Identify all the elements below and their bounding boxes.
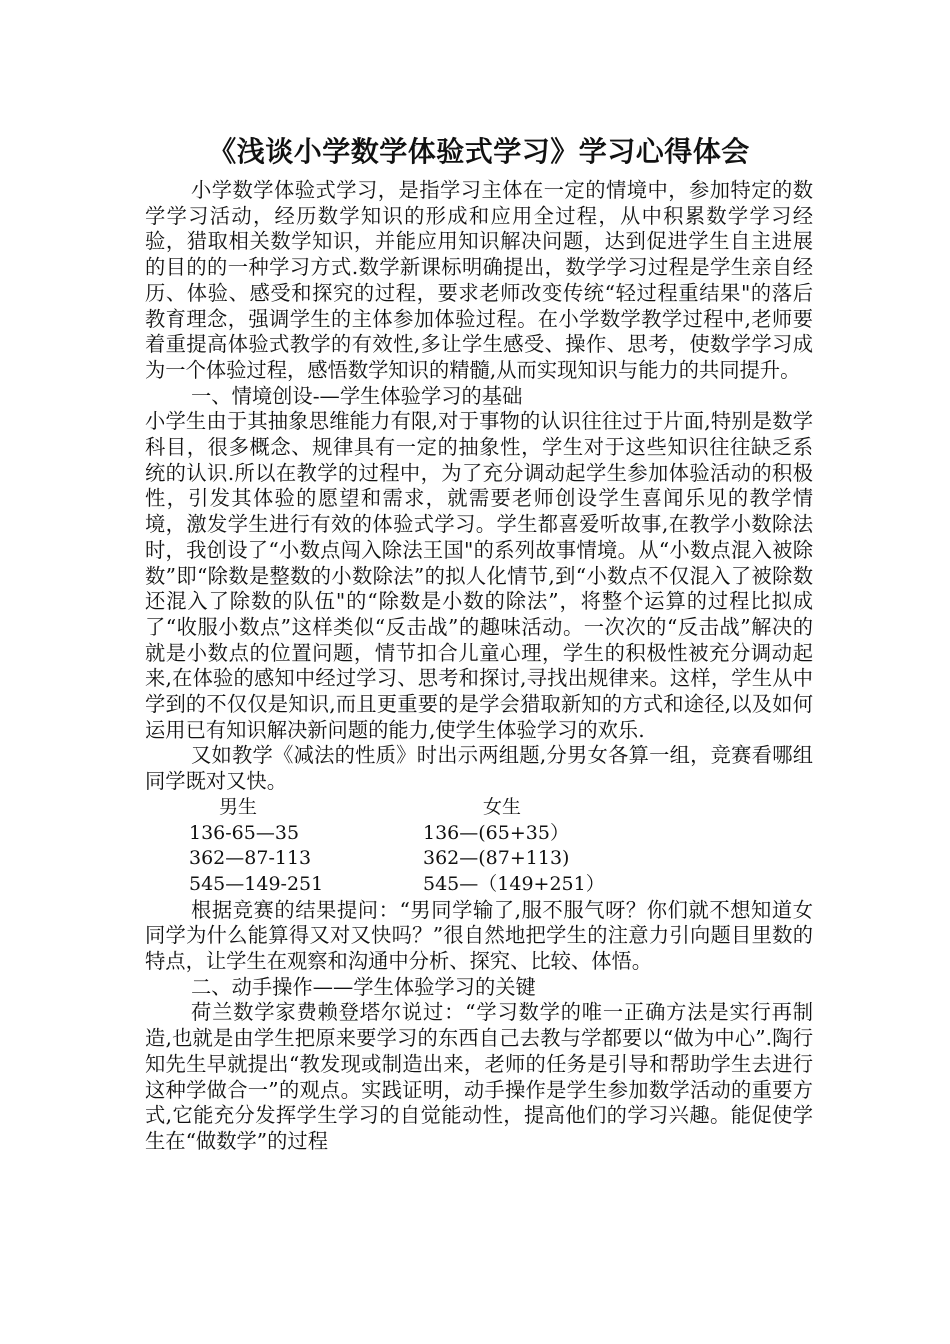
girls-cell: 362—(87+113) <box>423 847 570 870</box>
header-boys: 男生 <box>219 795 258 818</box>
boys-cell: 545—149-251 <box>189 872 324 895</box>
section1-paragraph: 小学生由于其抽象思维能力有限,对于事物的认识往往过于片面,特别是数学科目，很多概念、规律具有一定的抽象性，学生对于这些知识往往缺乏系统的认识.所以在教学的过程中，为了充分调动起学生参加体验活动的积极性，引发其体验的愿望和需求，就需要老师创设学生喜闻乐见的教学情境，激发学生进行有效的体验式学习。学生都喜爱听故事,在教学小数除法时，我创设了“小数点闯入除法王国"的系列故事情境。从“小数点混入被除数”即“除数是整数的小数除法”的拟人化情节,到“小数点不仅混入了被除数还混入了除数的队伍"的“除数是小数的除法”，将整个运算的过程比拟成了“收服小数点”这样类似“反击战”的趣味活动。一次次的“反击战”解决的就是小数点的位置问题，情节扣合儿童心理，学生的积极性被充分调动起来,在体验的感知中经过学习、思考和探讨,寻找出规律来。这样，学生从中学到的不仅仅是知识,而且更重要的是学会猎取新知的方式和途径,以及如何运用已有知识解决新问题的能力,使学生体验学习的欢乐. <box>145 409 813 742</box>
table-row <box>145 821 813 847</box>
after-table-paragraph: 根据竞赛的结果提问：“男同学输了,服不服气呀？你们就不想知道女同学为什么能算得又对又快吗？”很自然地把学生的注意力引向题目里数的特点，让学生在观察和沟通中分析、探究、比较、体悟。 <box>145 897 813 974</box>
table-header-row <box>145 795 813 821</box>
document-title: 《浅谈小学数学体验式学习》学习心得体会 <box>208 135 750 168</box>
boys-cell: 136-65—35 <box>189 821 300 844</box>
boys-cell: 362—87-113 <box>189 847 312 870</box>
table-row <box>145 846 813 872</box>
header-girls: 女生 <box>483 795 522 818</box>
section1-heading: 一、情境创设-—学生体验学习的基础 <box>191 383 523 408</box>
girls-cell: 136—(65+35） <box>423 821 569 844</box>
section2-heading: 二、动手操作——学生体验学习的关键 <box>191 974 536 999</box>
document-page <box>145 132 813 1155</box>
section2-paragraph: 荷兰数学家费赖登塔尔说过：“学习数学的唯一正确方法是实行再制造,也就是由学生把原来要学习的东西自己去教与学都要以“做为中心”.陶行知先生早就提出“教发现或制造出来，老师的任务是引导和帮助学生去进行这种学做合一”的观点。实践证明，动手操作是学生参加数学活动的重要方式,它能充分发挥学生学习的自觉能动性，提高他们的学习兴趣。能促使学生在“做数学”的过程 <box>145 1000 813 1153</box>
comparison-table <box>145 795 813 898</box>
example-intro-paragraph: 又如教学《减法的性质》时出示两组题,分男女各算一组，竞赛看哪组同学既对又快。 <box>145 743 813 794</box>
girls-cell: 545—（149+251） <box>423 872 605 895</box>
intro-paragraph: 小学数学体验式学习，是指学习主体在一定的情境中，参加特定的数学学习活动，经历数学知识的形成和应用全过程，从中积累数学学习经验，猎取相关数学知识，并能应用知识解决问题，达到促进学生自主进展的目的的一种学习方式.数学新课标明确提出，数学学习过程是学生亲自经历、体验、感受和探究的过程，要求老师改变传统“轻过程重结果"的落后教育理念，强调学生的主体参加体验过程。在小学数学教学过程中,老师要着重提高体验式教学的有效性,多让学生感受、操作、思考，使数学学习成为一个体验过程，感悟数学知识的精髓,从而实现知识与能力的共同提升。 <box>145 178 813 382</box>
table-row <box>145 872 813 898</box>
